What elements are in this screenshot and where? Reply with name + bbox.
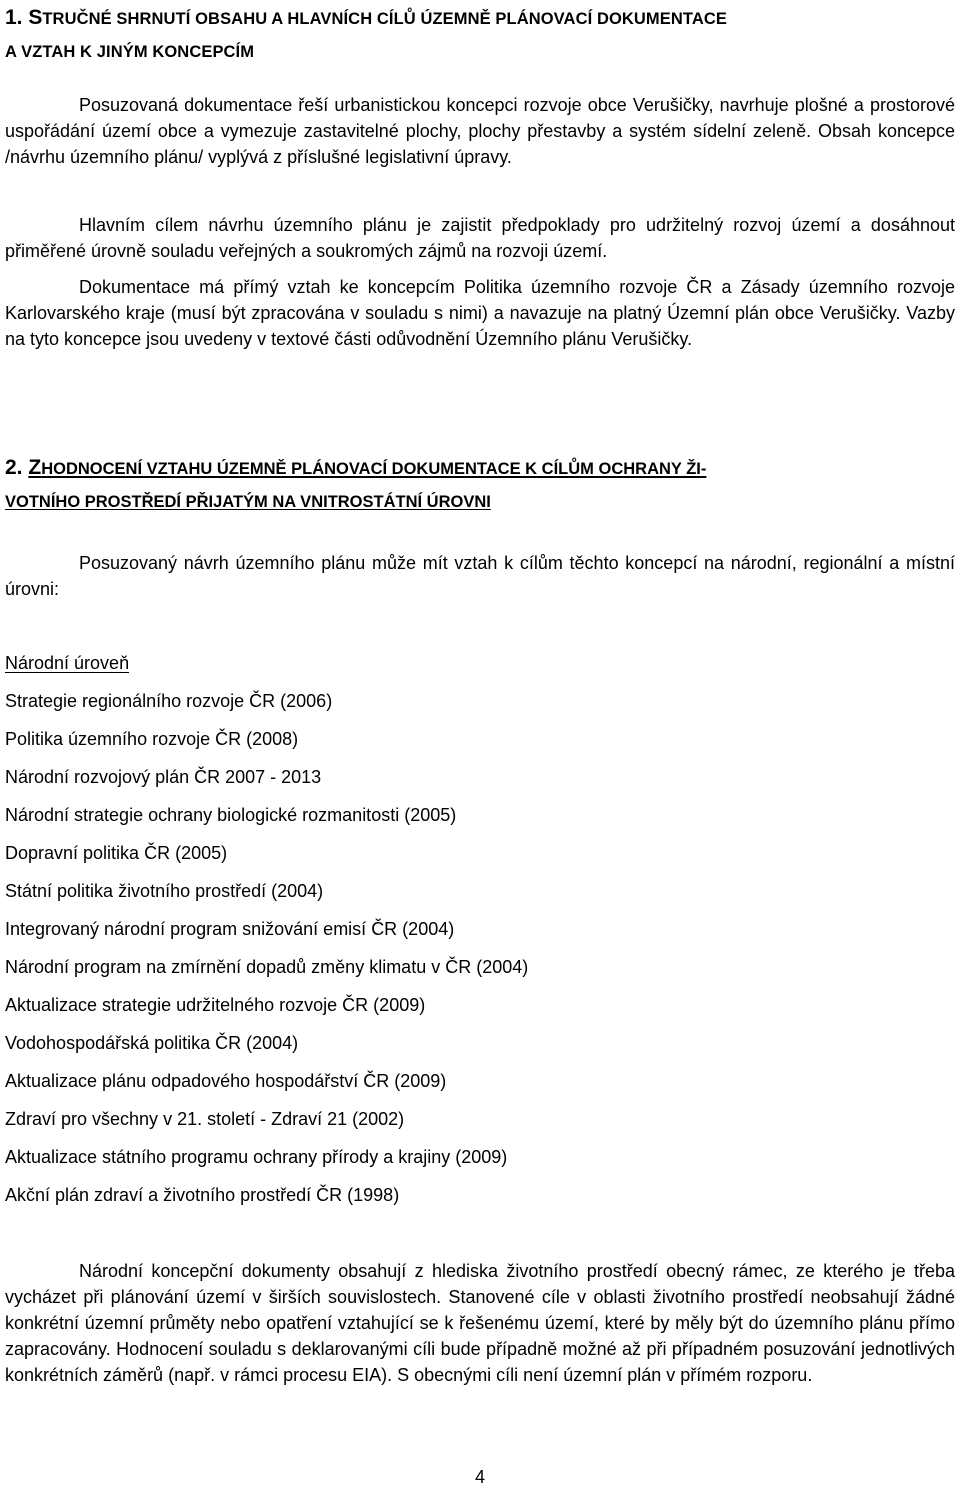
section-1-paragraph-3: Dokumentace má přímý vztah ke koncepcím Politika územního rozvoje ČR a Zásady územního rozvoje Karlovarského kraje (musí být zpracována v souladu s nimi) a navazuje na platný Územní plán obce Verušičky. Vazby na tyto koncepce jsou uvedeny v textové části odůvodnění Územního plánu Verušičky. bbox=[5, 277, 955, 349]
section-2-title-initial: Z bbox=[28, 456, 42, 479]
section-2-paragraph-1: Posuzovaný návrh územního plánu může mít vztah k cílům těchto koncepcí na národní, regionální a místní úrovni: bbox=[5, 553, 955, 599]
section-1-number: 1. bbox=[5, 6, 23, 29]
list-heading: Národní úroveň bbox=[5, 653, 130, 673]
section-2-title-line2: VOTNÍHO PROSTŘEDÍ PŘIJATÝM NA VNITROSTÁTNÍ ÚROVNI bbox=[5, 493, 491, 511]
list-item: Strategie regionálního rozvoje ČR (2006) bbox=[5, 691, 333, 711]
section-2-title-line1: HODNOCENÍ VZTAHU ÚZEMNĚ PLÁNOVACÍ DOKUMENTACE K CÍLŮM OCHRANY ŽI- bbox=[41, 460, 707, 478]
list-item: Integrovaný národní program snižování emisí ČR (2004) bbox=[5, 919, 455, 939]
list-item: Zdraví pro všechny v 21. století - Zdraví 21 (2002) bbox=[5, 1109, 405, 1129]
list-item: Národní rozvojový plán ČR 2007 - 2013 bbox=[5, 767, 322, 787]
section-1-title-line2: A VZTAH K JINÝM KONCEPCÍM bbox=[5, 43, 255, 61]
national-documents-list bbox=[5, 650, 528, 1220]
section-2-number: 2. bbox=[5, 456, 23, 479]
list-item: Vodohospodářská politika ČR (2004) bbox=[5, 1033, 299, 1053]
section-2-heading bbox=[5, 452, 955, 518]
list-item: Národní strategie ochrany biologické rozmanitosti (2005) bbox=[5, 805, 457, 825]
list-item: Aktualizace plánu odpadového hospodářství ČR (2009) bbox=[5, 1071, 447, 1091]
list-item: Akční plán zdraví a životního prostředí ČR (1998) bbox=[5, 1185, 400, 1205]
section-1-heading bbox=[5, 2, 955, 68]
list-item: Aktualizace státního programu ochrany přírody a krajiny (2009) bbox=[5, 1147, 508, 1167]
list-item: Politika územního rozvoje ČR (2008) bbox=[5, 729, 299, 749]
list-item: Aktualizace strategie udržitelného rozvoje ČR (2009) bbox=[5, 995, 426, 1015]
section-2-paragraph-2: Národní koncepční dokumenty obsahují z hlediska životního prostředí obecný rámec, ze kterého je třeba vycházet při plánování území v širších souvislostech. Stanovené cíle v oblasti životního prostředí neobsahují žádné konkrétní územní průměty nebo opatření vztahující se k řešenému území, které by měly být do územního plánu přímo zapracovány. Hodnocení souladu s deklarovanými cíli bude případně možné až při případném posuzování jednotlivých konkrétních záměrů (např. v rámci procesu EIA). S obecnými cíli není územní plán v přímém rozporu. bbox=[5, 1261, 955, 1385]
list-item: Národní program na zmírnění dopadů změny klimatu v ČR (2004) bbox=[5, 957, 529, 977]
section-1-title-line1: TRUČNÉ SHRNUTÍ OBSAHU A HLAVNÍCH CÍLŮ ÚZEMNĚ PLÁNOVACÍ DOKUMENTACE bbox=[42, 10, 727, 28]
section-1-paragraph-2: Hlavním cílem návrhu územního plánu je zajistit předpoklady pro udržitelný rozvoj území a dosáhnout přiměřené úrovně souladu veřejných a soukromých zájmů na rozvoji území. bbox=[5, 215, 955, 261]
list-item: Státní politika životního prostředí (2004) bbox=[5, 881, 324, 901]
list-item: Dopravní politika ČR (2005) bbox=[5, 843, 228, 863]
section-1-paragraph-1: Posuzovaná dokumentace řeší urbanistickou koncepci rozvoje obce Verušičky, navrhuje plošné a prostorové uspořádání území obce a vymezuje zastavitelné plochy, plochy přestavby a systém sídelní zeleně. Obsah koncepce /návrhu územního plánu/ vyplývá z příslušné legislativní úpravy. bbox=[5, 95, 955, 167]
page-number: 4 bbox=[474, 1467, 485, 1487]
section-1-title-initial: S bbox=[28, 6, 43, 29]
